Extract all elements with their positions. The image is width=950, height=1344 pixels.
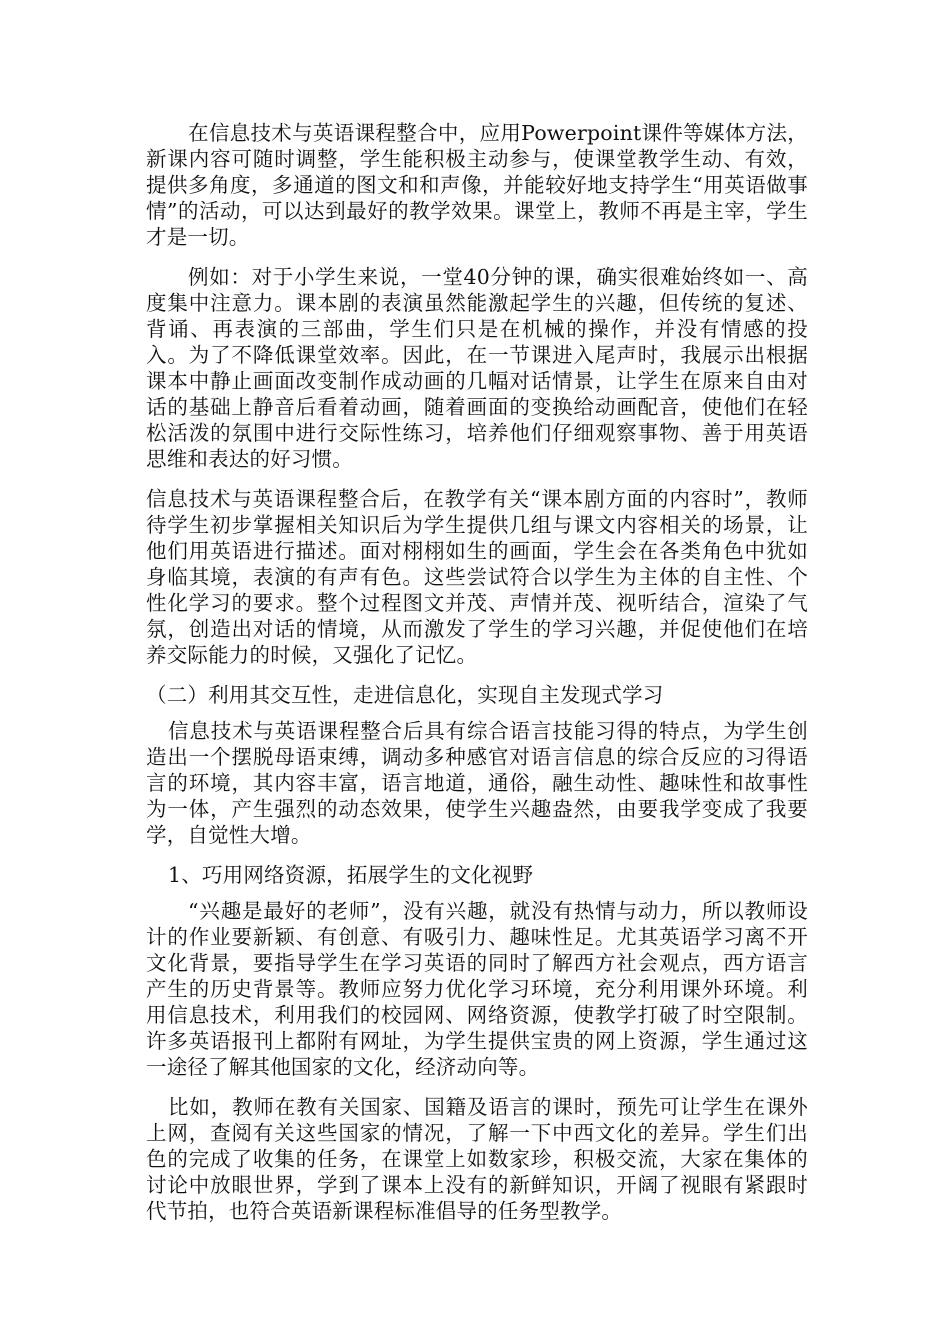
- paragraph-case-study: 比如，教师在教有关国家、国籍及语言的课时，预先可让学生在课外上网，查阅有关这些国家的情况，了解一下中西文化的差异。学生们出色的完成了收集的任务，在课堂上如数家珍，积极交流，大家在集体的讨论中放眼世界，学到了课本上没有的新鲜知识，开阔了视眼有紧跟时代节拍，也符合英语新课程标准倡导的任务型教学。: [146, 1095, 808, 1223]
- section-heading: （二）利用其交互性，走进信息化，实现自主发现式学习: [146, 683, 664, 707]
- paragraph-intro: 在信息技术与英语课程整合中，应用Powerpoint课件等媒体方法，新课内容可随时调整，学生能积极主动参与，使课堂教学生动、有效，提供多角度，多通道的图文和和声像，并能较好地支持学生“用英语做事情”的活动，可以达到最好的教学效果。课堂上，教师不再是主宰，学生才是一切。: [146, 121, 808, 249]
- paragraph-integration: 信息技术与英语课程整合后，在教学有关“课本剧方面的内容时”，教师待学生初步掌握相关知识后为学生提供几组与课文内容相关的场景，让他们用英语进行描述。面对栩栩如生的画面，学生会在各类角色中犹如身临其境，表演的有声有色。这些尝试符合以学生为主体的自主性、个性化学习的要求。整个过程图文并茂、声情并茂、视听结合，渲染了气氛，创造出对话的情境，从而激发了学生的学习兴趣，并促使他们在培养交际能力的时候，又强化了记忆。: [146, 487, 808, 667]
- subsection-heading: 1、巧用网络资源，拓展学生的文化视野: [168, 863, 534, 887]
- paragraph-example: 例如：对于小学生来说，一堂40分钟的课，确实很难始终如一、高度集中注意力。课本剧的表演虽然能激起学生的兴趣，但传统的复述、背诵、再表演的三部曲，学生们只是在机械的操作，并没有情感的投入。为了不降低课堂效率。因此，在一节课进入尾声时，我展示出根据课本中静止画面改变制作成动画的几幅对话情景，让学生在原来自由对话的基础上静音后看着动画，随着画面的变换给动画配音，使他们在轻松活泼的氛围中进行交际性练习，培养他们仔细观察事物、善于用英语思维和表达的好习惯。: [146, 265, 808, 471]
- paragraph-interest: “兴趣是最好的老师”，没有兴趣，就没有热情与动力，所以教师设计的作业要新颖、有创意、有吸引力、趣味性足。尤其英语学习离不开文化背景，要指导学生在学习英语的同时了解西方社会观点，西方语言产生的历史背景等。教师应努力优化学习环境，充分利用课外环境。利用信息技术，利用我们的校园网、网络资源，使教学打破了时空限制。许多英语报刊上都附有网址，为学生提供宝贵的网上资源，学生通过这一途径了解其他国家的文化，经济动向等。: [146, 899, 808, 1079]
- document-body: [146, 120, 808, 1238]
- paragraph-language-skills: 信息技术与英语课程整合后具有综合语言技能习得的特点，为学生创造出一个摆脱母语束缚，调动多种感官对语言信息的综合反应的习得语言的环境，其内容丰富，语言地道，通俗，融生动性、趣味性和故事性为一体，产生强烈的动态效果，使学生兴趣盎然，由要我学变成了我要学，自觉性大增。: [146, 719, 808, 847]
